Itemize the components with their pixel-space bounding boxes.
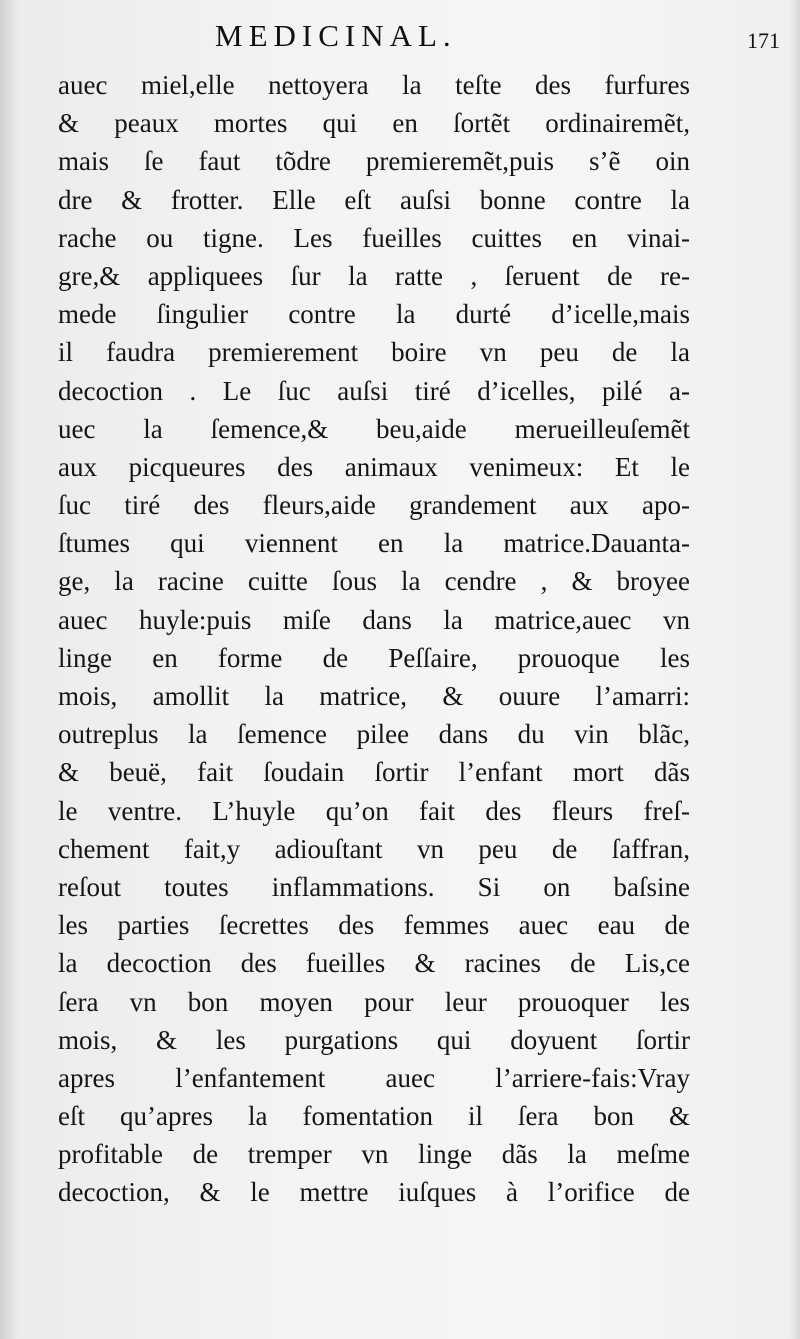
page-number: 171 xyxy=(747,28,780,53)
running-head: MEDICINAL. xyxy=(215,18,457,53)
text-line: linge en forme de Peſſaire, prouoque les xyxy=(58,642,690,673)
text-line: reſout toutes inflammations. Si on baſsine xyxy=(58,871,690,902)
text-line: il faudra premierement boire vn peu de la xyxy=(58,337,690,368)
text-line: decoction . Le ſuc auſsi tiré d’icelles, pilé a- xyxy=(58,375,690,406)
text-line: outreplus la ſemence pilee dans du vin blãc, xyxy=(58,719,690,750)
text-line: ſera vn bon moyen pour leur prouoquer les xyxy=(58,986,690,1017)
text-line: aux picqueures des animaux venimeux: Et le xyxy=(58,451,690,482)
text-line: les parties ſecrettes des femmes auec eau de xyxy=(58,910,690,941)
text-line: gre,& appliquees ſur la ratte , ſeruent de re- xyxy=(58,260,690,291)
text-line: mais ſe faut tõdre premieremẽt,puis s’ẽ oin xyxy=(58,146,690,177)
text-line: auec huyle:puis miſe dans la matrice,auec vn xyxy=(58,604,690,635)
text-line: rache ou tigne. Les fueilles cuittes en vinai- xyxy=(58,222,690,253)
text-line: mois, amollit la matrice, & ouure l’amarri: xyxy=(58,681,690,711)
text-line: & peaux mortes qui en ſortẽt ordinairemẽt, xyxy=(58,108,690,139)
text-line: uec la ſemence,& beu,aide merueilleuſemẽt xyxy=(58,413,690,444)
text-line: eſt qu’apres la fomentation il ſera bon & xyxy=(58,1101,690,1132)
text-line: ge, la racine cuitte ſous la cendre , & broyee xyxy=(58,566,690,597)
text-line: la decoction des fueilles & racines de Lis,ce xyxy=(58,948,690,979)
page-gutter-shadow xyxy=(0,0,18,1339)
text-line: le ventre. L’huyle qu’on fait des fleurs freſ- xyxy=(58,795,690,826)
page-edge-shadow xyxy=(790,0,800,1339)
text-line: profitable de tremper vn linge dãs la meſme xyxy=(58,1139,690,1170)
text-line: apres l’enfantement auec l’arriere-fais:Vray xyxy=(58,1062,690,1093)
text-line: decoction, & le mettre iuſques à l’orifice de xyxy=(58,1177,690,1208)
text-line: & beuë, fait ſoudain ſortir l’enfant mort dãs xyxy=(58,757,690,788)
text-line: ſtumes qui viennent en la matrice.Dauanta- xyxy=(58,528,690,559)
body-text xyxy=(58,66,690,1212)
text-line: ſuc tiré des fleurs,aide grandement aux apo- xyxy=(58,490,690,521)
page-header xyxy=(0,14,800,58)
text-line: mois, & les purgations qui doyuent ſortir xyxy=(58,1024,690,1055)
faded-catchword-bleed xyxy=(40,1232,170,1254)
text-line: chement fait,y adiouſtant vn peu de ſaffran, xyxy=(58,833,690,864)
text-line: mede ſingulier contre la durté d’icelle,mais xyxy=(58,299,690,330)
text-line: auec miel,elle nettoyera la teſte des furfures xyxy=(58,70,690,100)
text-line: dre & frotter. Elle eſt auſsi bonne contre la xyxy=(58,184,690,215)
